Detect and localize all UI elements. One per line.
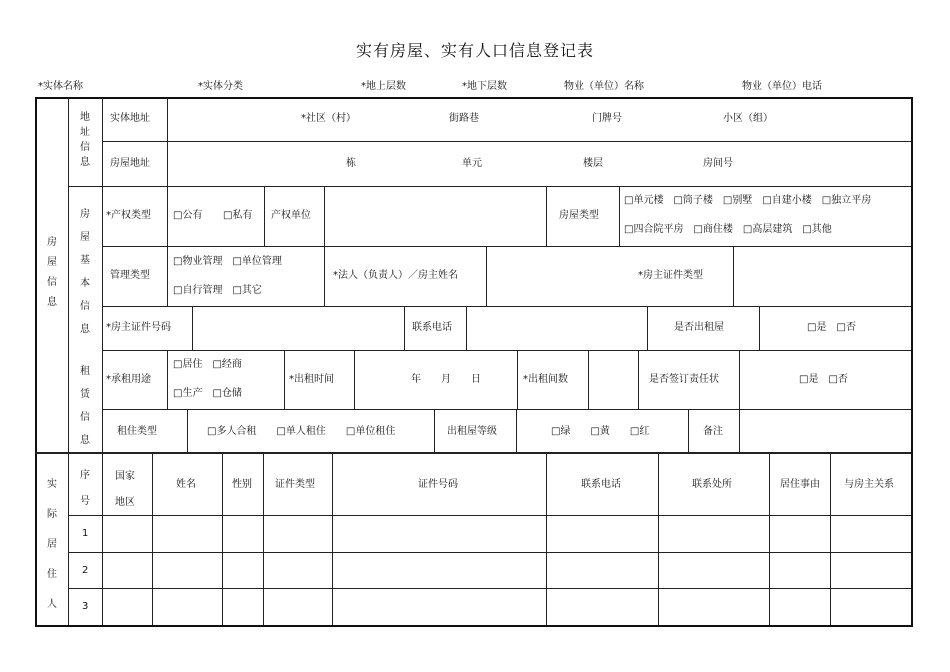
floor-label: 楼层 xyxy=(583,158,603,169)
table-row-seq-2: 2 xyxy=(82,565,89,576)
entity-address-label: 实体地址 xyxy=(110,113,150,124)
door-number-label: 门牌号 xyxy=(592,113,622,124)
rent-time-label: *出租时间 xyxy=(289,374,334,385)
registration-form-table xyxy=(35,97,911,625)
unit-label: 单元 xyxy=(462,158,482,169)
col-address-header: 联系处所 xyxy=(692,479,732,490)
private-checkbox[interactable]: □私有 xyxy=(223,210,253,221)
remark-label: 备注 xyxy=(703,426,723,437)
col-seq-header: 序 号 xyxy=(80,470,90,507)
col-phone-header: 联系电话 xyxy=(581,479,621,490)
street-label: 街路巷 xyxy=(449,113,479,124)
rent-kind-label: 租住类型 xyxy=(117,426,157,437)
house-info-group-label: 房 屋 信 息 xyxy=(47,237,57,308)
property-name-label: 物业（单位）名称 xyxy=(564,81,644,92)
public-checkbox[interactable]: □公有 xyxy=(173,210,203,221)
address-info-group-label: 地 址 信 息 xyxy=(80,112,90,168)
rental-grade-options[interactable]: □绿 □黄 □红 xyxy=(551,426,650,437)
house-address-label: 房屋地址 xyxy=(110,158,150,169)
is-rental-label: 是否出租屋 xyxy=(674,322,724,333)
property-unit-label: 产权单位 xyxy=(271,210,311,221)
owner-cert-type-label: *房主证件类型 xyxy=(638,270,703,281)
property-phone-label: 物业（单位）电话 xyxy=(742,81,822,92)
community-label: *社区（村） xyxy=(301,113,356,124)
rent-use-options-row1[interactable]: □居住 □经商 xyxy=(173,359,242,370)
col-reason-header: 居住事由 xyxy=(780,479,820,490)
floors-below-label: *地下层数 xyxy=(462,81,507,92)
rent-use-label: *承租用途 xyxy=(106,374,151,385)
rent-rooms-label: *出租间数 xyxy=(523,374,568,385)
col-relation-header: 与房主关系 xyxy=(844,479,894,490)
rent-kind-options[interactable]: □多人合租 □单人租住 □单位租住 xyxy=(207,426,396,437)
rental-grade-label: 出租屋等级 xyxy=(447,426,497,437)
signed-responsibility-label: 是否签订责任状 xyxy=(649,374,719,385)
manage-type-label: 管理类型 xyxy=(110,270,150,281)
table-row-seq-3: 3 xyxy=(82,601,89,612)
table-row-seq-1: 1 xyxy=(82,528,89,539)
contact-phone-label: 联系电话 xyxy=(412,322,452,333)
room-label: 房间号 xyxy=(703,158,733,169)
entity-type-label: *实体分类 xyxy=(198,81,243,92)
property-type-label: *产权类型 xyxy=(106,210,151,221)
manage-options-row2[interactable]: □自行管理 □其它 xyxy=(173,285,262,296)
basic-info-group-label: 房 屋 基 本 信 息 xyxy=(80,209,90,335)
col-country-header: 国家 地区 xyxy=(115,471,135,508)
house-type-options-row1[interactable]: □单元楼 □筒子楼 □别墅 □自建小楼 □独立平房 xyxy=(624,195,872,206)
subdistrict-label: 小区（组） xyxy=(723,113,773,124)
col-gender-header: 性别 xyxy=(232,479,252,490)
rental-info-group-label: 租 赁 信 息 xyxy=(80,366,90,446)
house-type-options-row2[interactable]: □四合院平房 □商住楼 □高层建筑 □其他 xyxy=(624,224,832,235)
col-id-type-header: 证件类型 xyxy=(275,479,315,490)
building-label: 栋 xyxy=(346,158,356,169)
owner-cert-number-label: *房主证件号码 xyxy=(106,322,171,333)
rent-use-options-row2[interactable]: □生产 □仓储 xyxy=(173,388,242,399)
residents-group-label: 实 际 居 住 人 xyxy=(47,479,57,610)
col-id-number-header: 证件号码 xyxy=(418,479,458,490)
is-rental-yes-no[interactable]: □是 □否 xyxy=(807,322,856,333)
signed-responsibility-yes-no[interactable]: □是 □否 xyxy=(799,374,848,385)
col-name-header: 姓名 xyxy=(176,479,196,490)
floors-above-label: *地上层数 xyxy=(361,81,406,92)
entity-name-label: *实体名称 xyxy=(38,81,83,92)
house-type-label: 房屋类型 xyxy=(559,210,599,221)
legal-person-label: *法人（负责人）／房主姓名 xyxy=(333,270,458,281)
manage-options-row1[interactable]: □物业管理 □单位管理 xyxy=(173,256,282,267)
page-title: 实有房屋、实有人口信息登记表 xyxy=(355,41,594,60)
rent-date-format: 年 月 日 xyxy=(411,374,481,385)
